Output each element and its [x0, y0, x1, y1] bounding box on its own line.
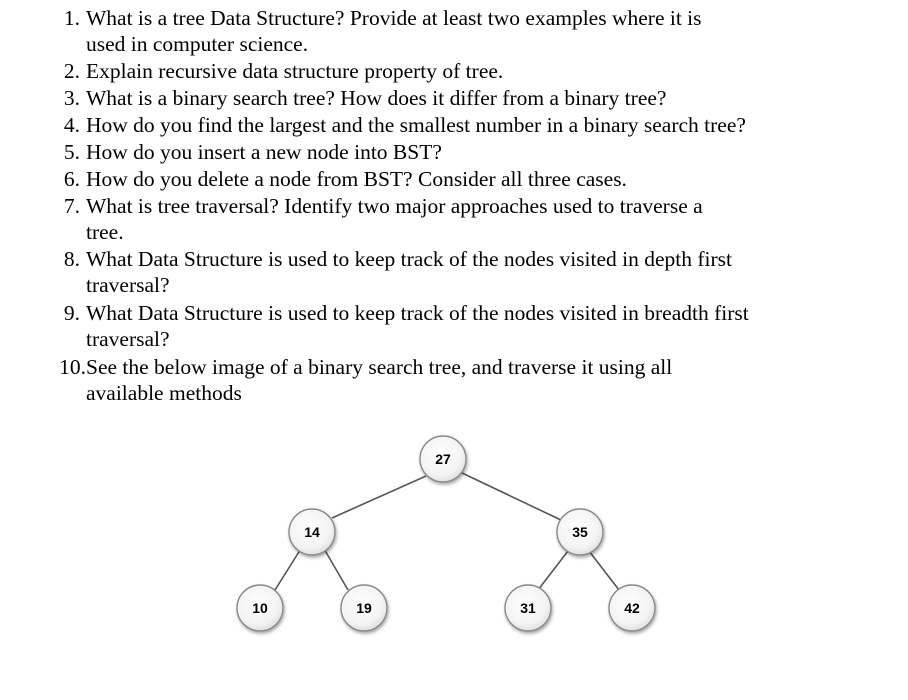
question-number: 9. [63, 301, 80, 325]
question-text: See the below image of a binary search tree, and traverse it using all [86, 355, 673, 379]
node-label: 42 [624, 600, 640, 616]
question-number: 4. [63, 113, 80, 137]
tree-edge-27-35 [460, 472, 563, 521]
node-label: 14 [304, 524, 320, 540]
question-number: 3. [63, 86, 80, 110]
question-text: tree. [86, 220, 124, 244]
node-label: 27 [435, 451, 451, 467]
question-text: How do you insert a new node into BST? [86, 140, 442, 164]
node-label: 35 [572, 524, 588, 540]
question-text: What is tree traversal? Identify two major approaches used to traverse a [86, 194, 703, 218]
tree-edge-14-19 [323, 547, 348, 590]
question-text: used in computer science. [86, 32, 309, 56]
tree-node-right-right [609, 585, 655, 631]
question-number: 8. [63, 247, 80, 271]
question-text: How do you delete a node from BST? Consider all three cases. [86, 167, 627, 191]
tree-node-left-left [237, 585, 283, 631]
question-number: 2. [63, 59, 80, 83]
tree-edge-35-42 [589, 551, 619, 590]
tree-edge-35-31 [538, 551, 568, 590]
tree-edge-27-14 [332, 476, 426, 518]
question-text: What Data Structure is used to keep track of the nodes visited in breadth first [86, 301, 749, 325]
question-text: traversal? [86, 273, 170, 297]
question-text: What Data Structure is used to keep track of the nodes visited in depth first [86, 247, 733, 271]
question-text: What is a binary search tree? How does it differ from a binary tree? [86, 86, 667, 110]
tree-node-left [289, 509, 335, 555]
question-text: How do you find the largest and the smallest number in a binary search tree? [86, 113, 746, 137]
question-text: Explain recursive data structure property of tree. [86, 59, 504, 83]
node-label: 10 [252, 600, 268, 616]
question-number: 10. [59, 355, 86, 379]
tree-node-right-left [505, 585, 551, 631]
question-text: What is a tree Data Structure? Provide at least two examples where it is [86, 6, 702, 30]
question-number: 6. [63, 167, 80, 191]
question-number: 7. [63, 194, 80, 218]
tree-node-root [420, 436, 466, 482]
question-text: available methods [86, 381, 242, 405]
tree-node-right [557, 509, 603, 555]
question-number: 1. [63, 6, 80, 30]
question-number: 5. [63, 140, 80, 164]
tree-node-left-right [341, 585, 387, 631]
question-text: traversal? [86, 327, 170, 351]
node-label: 19 [356, 600, 372, 616]
node-label: 31 [520, 600, 536, 616]
tree-edge-14-10 [275, 547, 302, 590]
